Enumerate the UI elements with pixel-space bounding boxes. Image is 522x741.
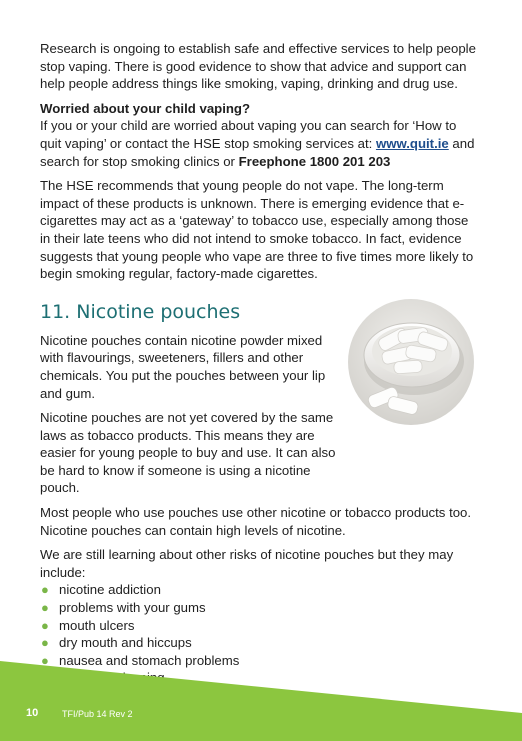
section-heading-nicotine-pouches: 11. Nicotine pouches xyxy=(40,300,241,323)
hse-paragraph: The HSE recommends that young people do not vape. The long-term impact of these products is unknown. There is emerging evidence that e-cigarettes may act as a ‘gateway’ to tobacco use, especially among those in their late teens who did not intend to smoke tobacco. In fact, evidence suggests that young people who vape are three to five times more likely to begin smoking regular, factory-made cigarettes. xyxy=(40,178,474,282)
footer-band xyxy=(0,661,522,741)
bullet-icon: ● xyxy=(41,582,49,598)
list-item xyxy=(40,581,480,599)
worried-heading: Worried about your child vaping? xyxy=(40,100,251,116)
list-item-text: nausea and stomach problems xyxy=(59,652,240,668)
publication-reference: TFI/Pub 14 Rev 2 xyxy=(62,709,133,719)
list-item-text: mouth ulcers xyxy=(59,617,135,633)
bullet-icon: ● xyxy=(41,600,49,616)
bullet-icon: ● xyxy=(41,635,49,651)
list-item xyxy=(40,634,480,652)
list-item-text: nicotine addiction xyxy=(59,582,161,598)
worried-paragraph xyxy=(40,117,480,170)
pouches-tin-illustration xyxy=(348,299,474,425)
list-item xyxy=(40,599,480,617)
worried-text-before-link: If you or your child are worried about vaping you can search for ‘How to quit vaping’ or contact the HSE stop smoking services at: xyxy=(40,118,457,151)
bullet-icon: ● xyxy=(41,617,49,633)
page-number: 10 xyxy=(26,707,39,719)
pouches-paragraph-3: Most people who use pouches use other nicotine or tobacco products too. Nicotine pouches can contain high levels of nicotine. xyxy=(40,505,472,538)
list-item xyxy=(40,617,480,635)
list-item-text: dry mouth and hiccups xyxy=(59,635,192,651)
worried-text-after-link: and search for stop smoking clinics or xyxy=(40,135,475,169)
freephone-number: Freephone 1800 201 203 xyxy=(238,153,391,169)
intro-paragraph: Research is ongoing to establish safe and effective services to help people stop vaping. There is good evidence to show that advice and support can help people address things like smoking, vaping, drinking and drug use. xyxy=(40,41,476,92)
bullet-icon: ● xyxy=(41,652,49,668)
pouches-paragraph-2: Nicotine pouches are not yet covered by the same laws as tobacco products. This means they are easier for young people to buy and use. It can also be hard to know if someone is using a nicotine pouch. xyxy=(40,410,336,496)
nicotine-pouches-photo xyxy=(348,299,474,425)
quit-ie-link[interactable]: www.quit.ie xyxy=(375,135,449,151)
pouches-paragraph-4: We are still learning about other risks of nicotine pouches but they may include: xyxy=(40,547,454,580)
list-item-text: problems with your gums xyxy=(59,600,206,616)
pouches-paragraph-1: Nicotine pouches contain nicotine powder mixed with flavourings, sweeteners, fillers and other chemicals. You put the pouches between your lip and gum. xyxy=(40,332,326,401)
